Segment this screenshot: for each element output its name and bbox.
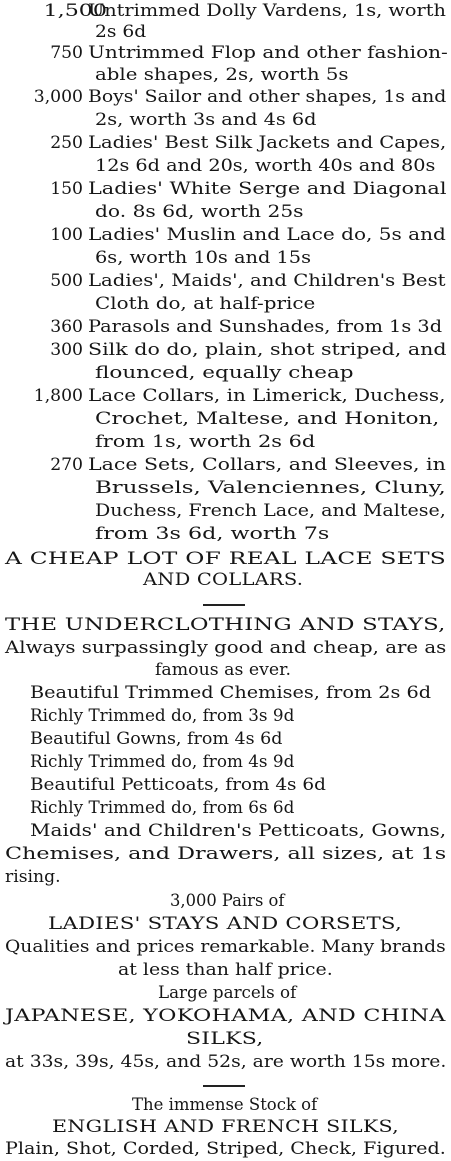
stays-count: 3,000 Pairs of — [170, 891, 285, 911]
item-description: Ladies' Muslin and Lace do, 5s and — [88, 225, 446, 245]
price-line: Beautiful Trimmed Chemises, from 2s 6d — [30, 683, 432, 703]
item-description-continued: do. 8s 6d, worth 25s — [95, 202, 304, 222]
silks-prices: at 33s, 39s, 45s, and 52s, are worth 15s more. — [5, 1052, 447, 1072]
section-divider — [203, 604, 245, 606]
item-description-continued: from 1s, worth 2s 6d — [95, 432, 316, 452]
item-description-continued: 12s 6d and 20s, worth 40s and 80s — [95, 156, 436, 176]
item-description-continued: flounced, equally cheap — [95, 363, 354, 383]
item-description-continued: 2s 6d — [95, 22, 147, 42]
item-description-continued: from 3s 6d, worth 7s — [95, 524, 330, 544]
underclothing-closing-continued: rising. — [5, 867, 61, 887]
stays-description-continued: at less than half price. — [118, 960, 333, 980]
silks-intro: Large parcels of — [158, 983, 297, 1003]
price-line: Richly Trimmed do, from 4s 9d — [30, 752, 295, 772]
item-quantity: 250 — [50, 133, 83, 153]
item-description: Ladies', Maids', and Children's Best — [88, 271, 446, 291]
item-description-continued: 2s, worth 3s and 4s 6d — [95, 110, 317, 130]
item-description-continued: Brussels, Valenciennes, Cluny, — [95, 478, 446, 498]
price-line: Beautiful Petticoats, from 4s 6d — [30, 775, 326, 795]
item-description-continued: Duchess, French Lace, and Maltese, — [95, 501, 446, 521]
item-description: Lace Sets, Collars, and Sleeves, in — [88, 455, 446, 475]
stays-description: Qualities and prices remarkable. Many brands — [5, 937, 446, 957]
item-quantity: 270 — [50, 455, 83, 475]
underclothing-closing: Maids' and Children's Petticoats, Gowns, — [30, 821, 447, 841]
item-description: Lace Collars, in Limerick, Duchess, — [88, 386, 446, 406]
item-description: Silk do do, plain, shot striped, and — [88, 340, 447, 360]
section-divider — [203, 1085, 245, 1087]
underclothing-intro: Always surpassingly good and cheap, are as — [5, 638, 447, 658]
lace-heading: A CHEAP LOT OF REAL LACE SETS — [5, 549, 447, 569]
item-quantity: 150 — [50, 179, 83, 199]
price-line: Beautiful Gowns, from 4s 6d — [30, 729, 283, 749]
item-quantity: 3,000 — [33, 87, 83, 107]
underclothing-heading: THE UNDERCLOTHING AND STAYS, — [5, 615, 446, 635]
underclothing-intro-continued: famous as ever. — [155, 660, 291, 680]
item-quantity: 750 — [50, 43, 83, 63]
stays-heading: LADIES' STAYS AND CORSETS, — [48, 914, 402, 934]
price-line: Richly Trimmed do, from 3s 9d — [30, 706, 295, 726]
item-quantity: 1,800 — [33, 386, 83, 406]
item-description: Ladies' White Serge and Diagonal — [88, 179, 447, 199]
item-quantity: 500 — [50, 271, 83, 291]
item-quantity: 100 — [50, 225, 83, 245]
stock-heading: ENGLISH AND FRENCH SILKS, — [52, 1117, 399, 1137]
item-description-continued: Cloth do, at half-price — [95, 294, 316, 314]
underclothing-closing-continued: Chemises, and Drawers, all sizes, at 1s — [5, 844, 447, 864]
item-description: Ladies' Best Silk Jackets and Capes, — [88, 133, 447, 153]
stock-types: Plain, Shot, Corded, Striped, Check, Figured. — [5, 1139, 446, 1159]
item-description: Untrimmed Dolly Vardens, 1s, worth — [88, 1, 446, 21]
item-quantity: 360 — [50, 317, 83, 337]
stock-intro: The immense Stock of — [132, 1095, 318, 1115]
silks-heading: JAPANESE, YOKOHAMA, AND CHINA — [5, 1006, 446, 1026]
price-line: Richly Trimmed do, from 6s 6d — [30, 798, 295, 818]
item-description: Parasols and Sunshades, from 1s 3d — [88, 317, 443, 337]
item-description-continued: Crochet, Maltese, and Honiton, — [95, 409, 440, 429]
silks-heading-continued: SILKS, — [186, 1029, 264, 1049]
item-description: Boys' Sailor and other shapes, 1s and — [88, 87, 447, 107]
item-quantity: 1,500 — [43, 1, 108, 21]
item-description-continued: 6s, worth 10s and 15s — [95, 248, 312, 268]
item-quantity: 300 — [50, 340, 83, 360]
item-description-continued: able shapes, 2s, worth 5s — [95, 65, 349, 85]
lace-heading-continued: AND COLLARS. — [143, 570, 304, 590]
item-description: Untrimmed Flop and other fashion- — [88, 43, 448, 63]
